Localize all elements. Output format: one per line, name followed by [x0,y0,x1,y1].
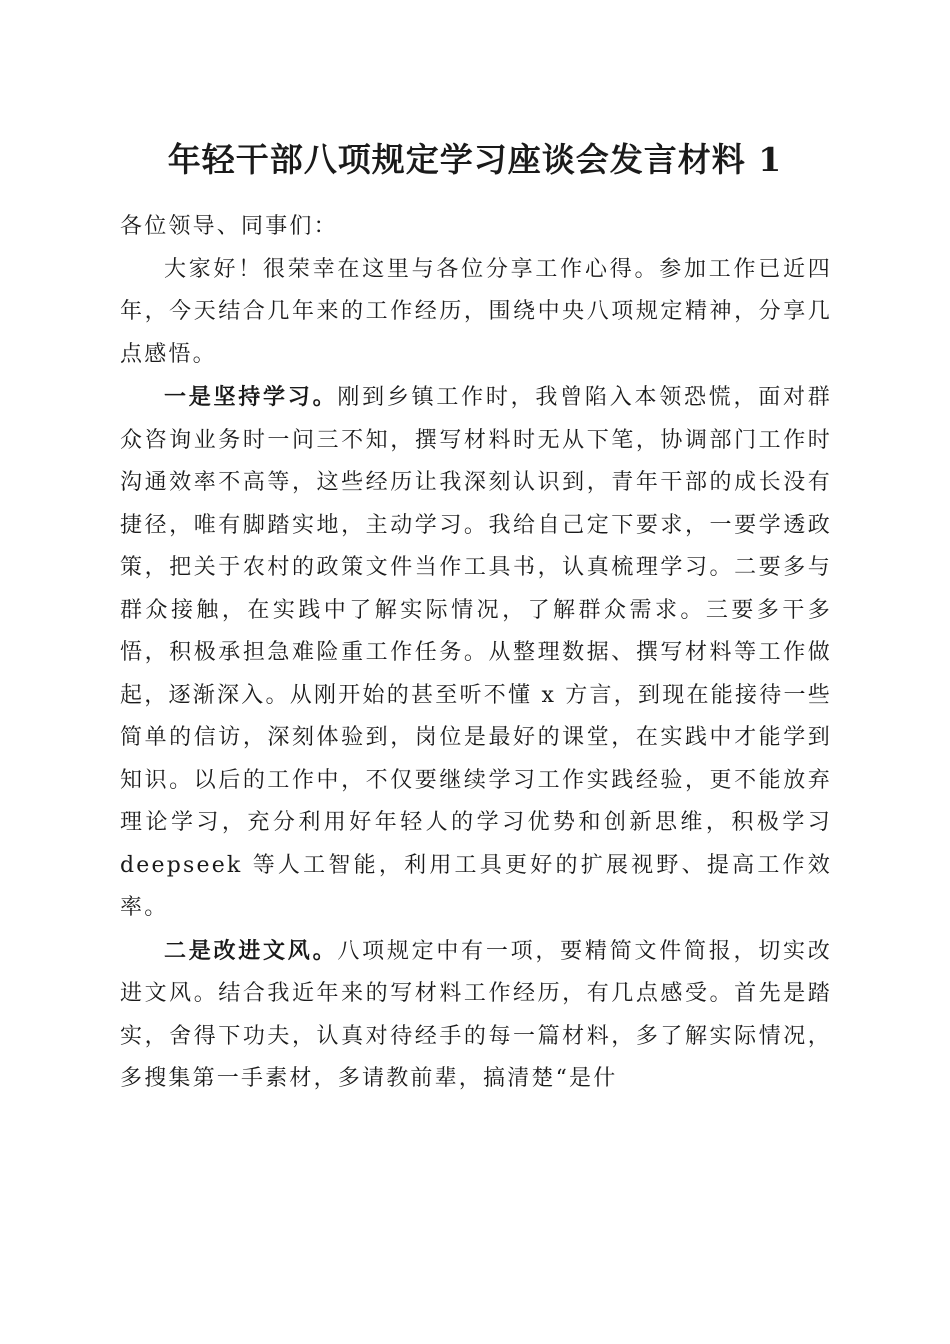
section-text-2: 八项规定中有一项，要精简文件简报，切实改进文风。结合我近年来的写材料工作经历，有几点感受。首先是踏实，舍得下功夫，认真对待经手的每一篇材料，多了解实际情况，多搜集第一手素材，多请教前辈，搞清楚“是什 [120,938,832,1091]
document-title: 年轻干部八项规定学习座谈会发言材料 1 [167,140,783,179]
section-paragraph-2 [120,930,832,1101]
intro-paragraph: 大家好！很荣幸在这里与各位分享工作心得。参加工作已近四年，今天结合几年来的工作经历，围绕中央八项规定精神，分享几点感悟。 [120,256,832,367]
section-lead-1: 一是坚持学习。 [164,384,338,410]
section-lead-2: 二是改进文风。 [164,937,338,964]
section-text-1: 刚到乡镇工作时，我曾陷入本领恐慌，面对群众咨询业务时一问三不知，撰写材料时无从下笔，协调部门工作时沟通效率不高等，这些经历让我深刻认识到，青年干部的成长没有捷径，唯有脚踏实地，主动学习。我给自己定下要求，一要学透政策，把关于农村的政策文件当作工具书，认真梳理学习。二要多与群众接触，在实践中了解实际情况，了解群众需求。三要多干多悟，积极承担急难险重工作任务。从整理数据、撰写材料等工作做起，逐渐深入。从刚开始的甚至听不懂 x 方言，到现在能接待一些简单的信访，深刻体验到，岗位是最好的课堂，在实践中才能学到知识。以后的工作中，不仅要继续学习工作实践经验，更不能放弃理论学习，充分利用好年轻人的学习优势和创新思维，积极学习 deepseek 等人工智能，利用工具更好的扩展视野、提高工作效率。 [120,385,832,920]
section-paragraph-1 [120,376,832,930]
salutation: 各位领导、同事们： [120,214,338,239]
document-body [120,206,832,1101]
